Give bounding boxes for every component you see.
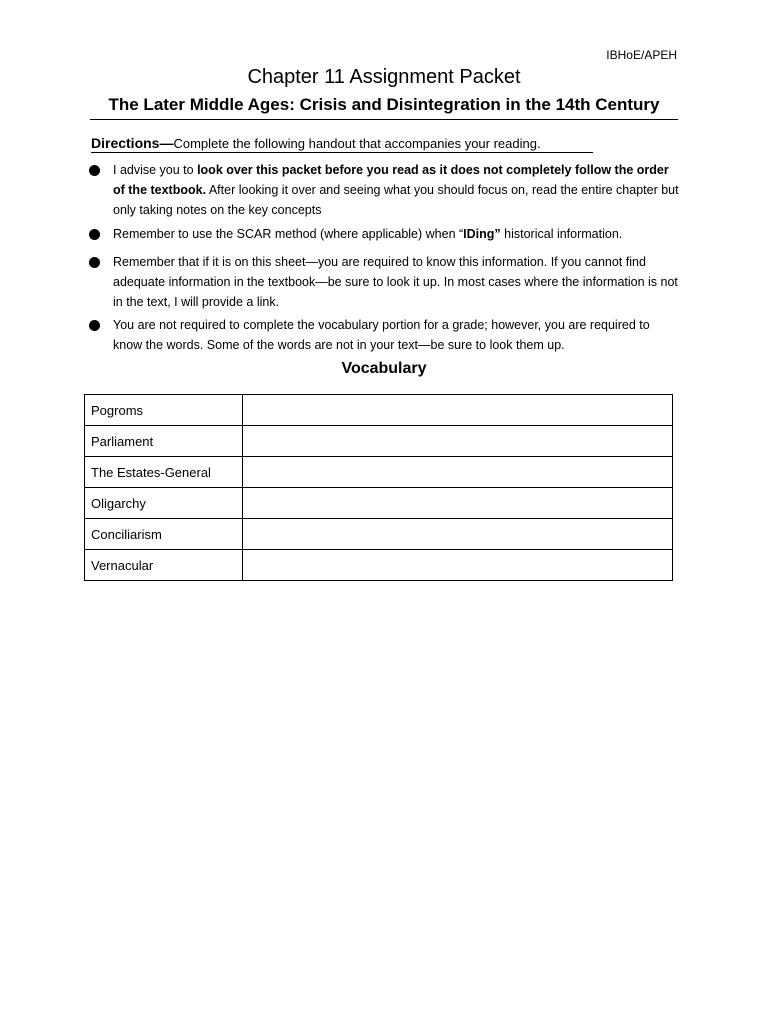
- directions-label: Directions—: [91, 135, 174, 151]
- vocab-term: Conciliarism: [85, 519, 243, 550]
- vocabulary-table: [84, 394, 673, 581]
- vocab-term: Pogroms: [85, 395, 243, 426]
- directions-text: Complete the following handout that accompanies your reading.: [173, 136, 541, 151]
- bullet-icon: [89, 229, 100, 240]
- instruction-text: historical information.: [500, 227, 623, 241]
- vocab-definition-cell[interactable]: [243, 395, 673, 426]
- vocab-definition-cell[interactable]: [243, 488, 673, 519]
- table-row: [85, 519, 673, 550]
- vocabulary-heading: Vocabulary: [341, 360, 427, 377]
- instruction-item: [88, 315, 680, 355]
- table-row: [85, 488, 673, 519]
- instruction-text: You are not required to complete the vocabulary portion for a grade; however, you are required to know the words. Some of the words are not in your text—be sure to look them up.: [113, 318, 650, 352]
- table-row: [85, 395, 673, 426]
- table-row: [85, 550, 673, 581]
- bullet-icon: [89, 320, 100, 331]
- instruction-emphasis: look over this packet before you read as it does not completely follow the order of the textbook.: [113, 163, 669, 197]
- page-subtitle: The Later Middle Ages: Crisis and Disintegration in the 14th Century: [90, 95, 678, 120]
- vocab-term: The Estates-General: [85, 457, 243, 488]
- instruction-emphasis: IDing”: [463, 227, 501, 241]
- instruction-list: [88, 160, 680, 355]
- vocab-definition-cell[interactable]: [243, 550, 673, 581]
- bullet-icon: [89, 257, 100, 268]
- bullet-icon: [89, 165, 100, 176]
- instruction-item: [88, 224, 680, 244]
- vocab-definition-cell[interactable]: [243, 457, 673, 488]
- instruction-text: After looking it over and seeing what you should focus on, read the entire chapter but only taking notes on the key concepts: [113, 183, 679, 217]
- instruction-text: I advise you to: [113, 163, 198, 177]
- vocab-definition-cell[interactable]: [243, 426, 673, 457]
- vocab-definition-cell[interactable]: [243, 519, 673, 550]
- vocab-term: Parliament: [85, 426, 243, 457]
- table-row: [85, 457, 673, 488]
- directions: [91, 135, 593, 153]
- instruction-item: [88, 252, 680, 312]
- instruction-text: Remember to use the SCAR method (where applicable) when “: [113, 227, 464, 241]
- page-title: Chapter 11 Assignment Packet: [247, 66, 521, 88]
- vocab-term: Vernacular: [85, 550, 243, 581]
- instruction-text: Remember that if it is on this sheet—you are required to know this information. If you cannot find adequate information in the textbook—be sure to look it up. In most cases where the information is not in the text, I will provide a link.: [113, 255, 678, 309]
- vocab-term: Oligarchy: [85, 488, 243, 519]
- instruction-item: [88, 160, 680, 220]
- course-code: IBHoE/APEH: [606, 48, 677, 62]
- table-row: [85, 426, 673, 457]
